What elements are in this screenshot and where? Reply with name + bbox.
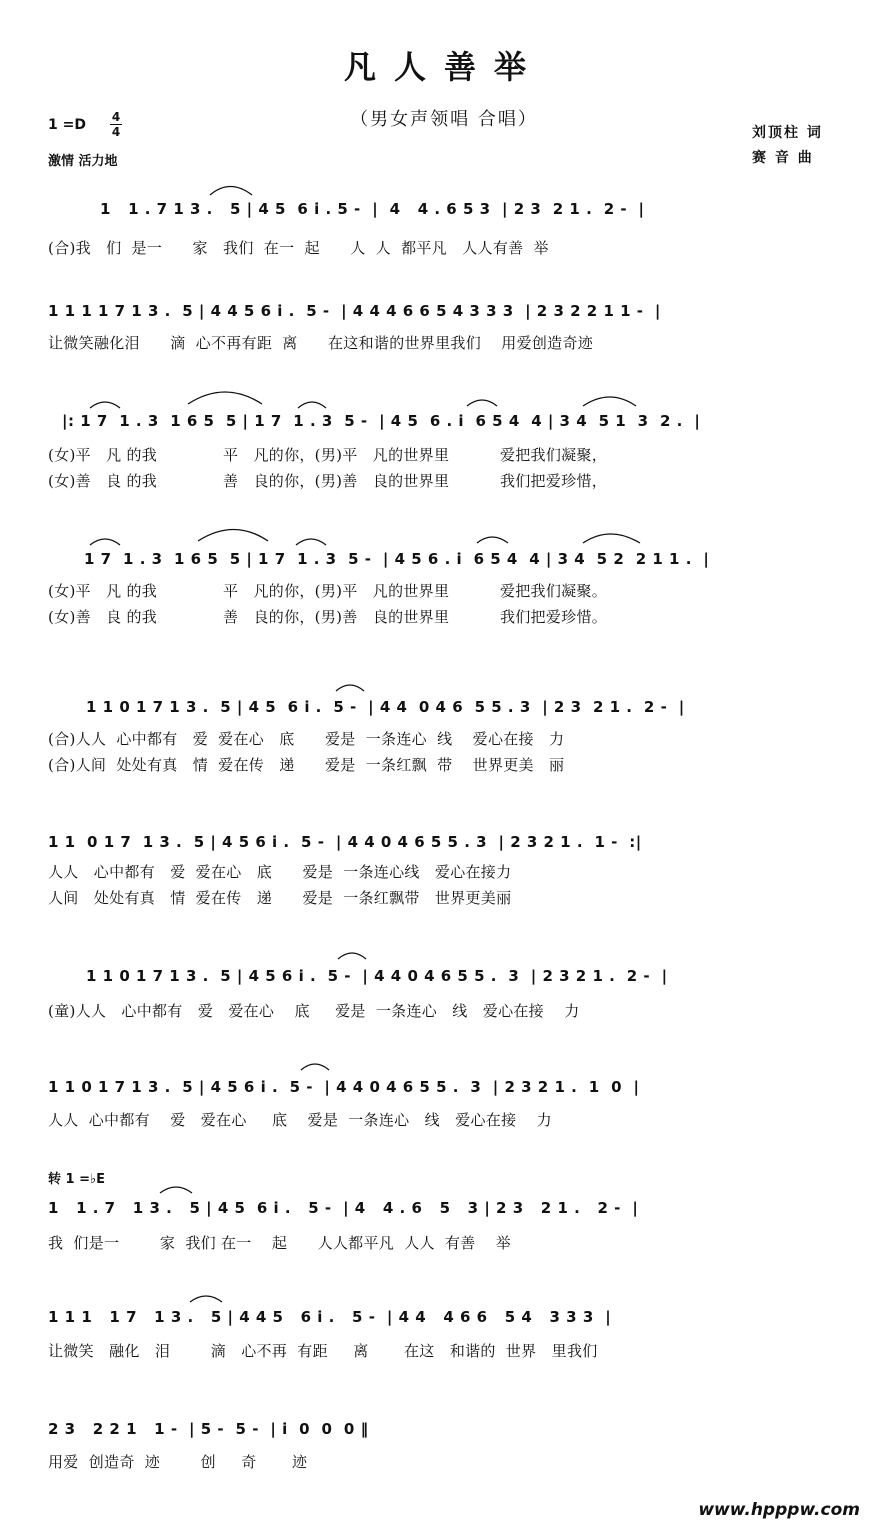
slur-mark [190,1296,222,1302]
lyricist-credit: 刘顶柱 词 [752,125,823,141]
slur-mark [583,397,636,406]
notation-line: 2 3 2 2 1 1 - | 5 - 5 - | i 0 0 0 ‖ [48,1420,369,1438]
lyric-line: 用爱 创造奇 迹 创 奇 迹 [48,1453,308,1471]
lyric-line: 人人 心中都有 爱 爱在心 底 爱是 一条连心线 爱心在接力 [48,863,512,881]
slur-mark [336,685,364,691]
song-subtitle: （男女声领唱 合唱） [350,109,538,130]
composer-credit: 赛 音 曲 [752,150,814,166]
notation-line: 1 1 0 1 7 1 3 . 5 | 4 5 6 i . 5 - | 4 4 0 4 6 5 5 . 3 | 2 3 2 1 . 1 - :| [48,833,642,851]
slur-mark [467,400,497,406]
tempo-marking: 激情 活力地 [48,154,118,169]
slur-mark [477,537,508,543]
time-signature-top: 4 [111,110,121,124]
modulation-marking: 转 1 =♭E [48,1172,106,1187]
slur-mark [296,539,326,545]
lyric-line: 我 们是一 家 我们 在一 起 人人都平凡 人人 有善 举 [48,1234,512,1252]
site-watermark: www.hpppw.com [698,1500,860,1520]
lyric-line: (女)善 良 的我 善 良的你，(男)善 良的世界里 我们把爱珍惜， [48,472,608,490]
slur-mark [198,530,268,542]
notation-line: 1 1 . 7 1 3 . 5 | 4 5 6 i . 5 - | 4 4 . 6 5 3 | 2 3 2 1 . 2 - | [48,1199,639,1217]
lyric-line: (童)人人 心中都有 爱 爱在心 底 爱是 一条连心 线 爱心在接 力 [48,1002,580,1020]
notation-line: 1 1 1 1 7 1 3 . 5 | 4 4 5 6 i . 5 - | 4 4 4 6 6 5 4 3 3 3 | 2 3 2 2 1 1 - | [48,302,661,320]
notation-line: 1 7 1 . 3 1 6 5 5 | 1 7 1 . 3 5 - | 4 5 6 . i 6 5 4 4 | 3 4 5 2 2 1 1 . | [84,550,710,568]
song-title: 凡人善举 [343,48,544,86]
lyric-line: (合)人间 处处有真 情 爱在传 递 爱是 一条红飘 带 世界更美 丽 [48,756,565,774]
slur-mark [301,1064,329,1070]
lyric-line: (女)平 凡 的我 平 凡的你，(男)平 凡的世界里 爱把我们凝聚。 [48,582,608,600]
slur-mark [90,539,120,545]
slur-mark [338,953,366,959]
notation-line: 1 1 0 1 7 1 3 . 5 | 4 5 6 i . 5 - | 4 4 0 4 6 5 5 . 3 | 2 3 2 1 . 2 - | [86,967,668,985]
lyric-line: (女)平 凡 的我 平 凡的你，(男)平 凡的世界里 爱把我们凝聚， [48,446,608,464]
notation-line: 1 1 . 7 1 3 . 5 | 4 5 6 i . 5 - | 4 4 . 6 5 3 | 2 3 2 1 . 2 - | [100,200,645,218]
notation-line: 1 1 0 1 7 1 3 . 5 | 4 5 6 i . 5 - | 4 4 0 4 6 5 5 . 3 | 2 3 2 1 . 1 0 | [48,1078,640,1096]
lyric-line: 人间 处处有真 情 爱在传 递 爱是 一条红飘带 世界更美丽 [48,889,512,907]
notation-line: 1 1 0 1 7 1 3 . 5 | 4 5 6 i . 5 - | 4 4 0 4 6 5 5 . 3 | 2 3 2 1 . 2 - | [86,698,685,716]
lyric-line: (合)人人 心中都有 爱 爱在心 底 爱是 一条连心 线 爱心在接 力 [48,730,565,748]
slur-mark [90,402,120,408]
slur-mark [210,187,252,196]
lyric-line: 让微笑 融化 泪 滴 心不再 有距 离 在这 和谐的 世界 里我们 [48,1342,598,1360]
notation-line: 1 1 1 1 7 1 3 . 5 | 4 4 5 6 i . 5 - | 4 4 4 6 6 5 4 3 3 3 | [48,1308,612,1326]
slur-mark [188,392,262,404]
lyric-line: 人人 心中都有 爱 爱在心 底 爱是 一条连心 线 爱心在接 力 [48,1111,552,1129]
slur-mark [583,534,640,543]
lyric-line: (合)我 们 是一 家 我们 在一 起 人 人 都平凡 人人有善 举 [48,239,549,257]
slur-mark [160,1187,192,1193]
key-signature: 1 =D [48,117,86,133]
slur-mark [298,402,326,408]
lyric-line: (女)善 良 的我 善 良的你，(男)善 良的世界里 我们把爱珍惜。 [48,608,608,626]
time-signature-bottom: 4 [111,125,121,139]
notation-line: |: 1 7 1 . 3 1 6 5 5 | 1 7 1 . 3 5 - | 4 5 6 . i 6 5 4 4 | 3 4 5 1 3 2 . | [62,412,701,430]
lyric-line: 让微笑融化泪 滴 心不再有距 离 在这和谐的世界里我们 用爱创造奇迹 [48,334,594,352]
